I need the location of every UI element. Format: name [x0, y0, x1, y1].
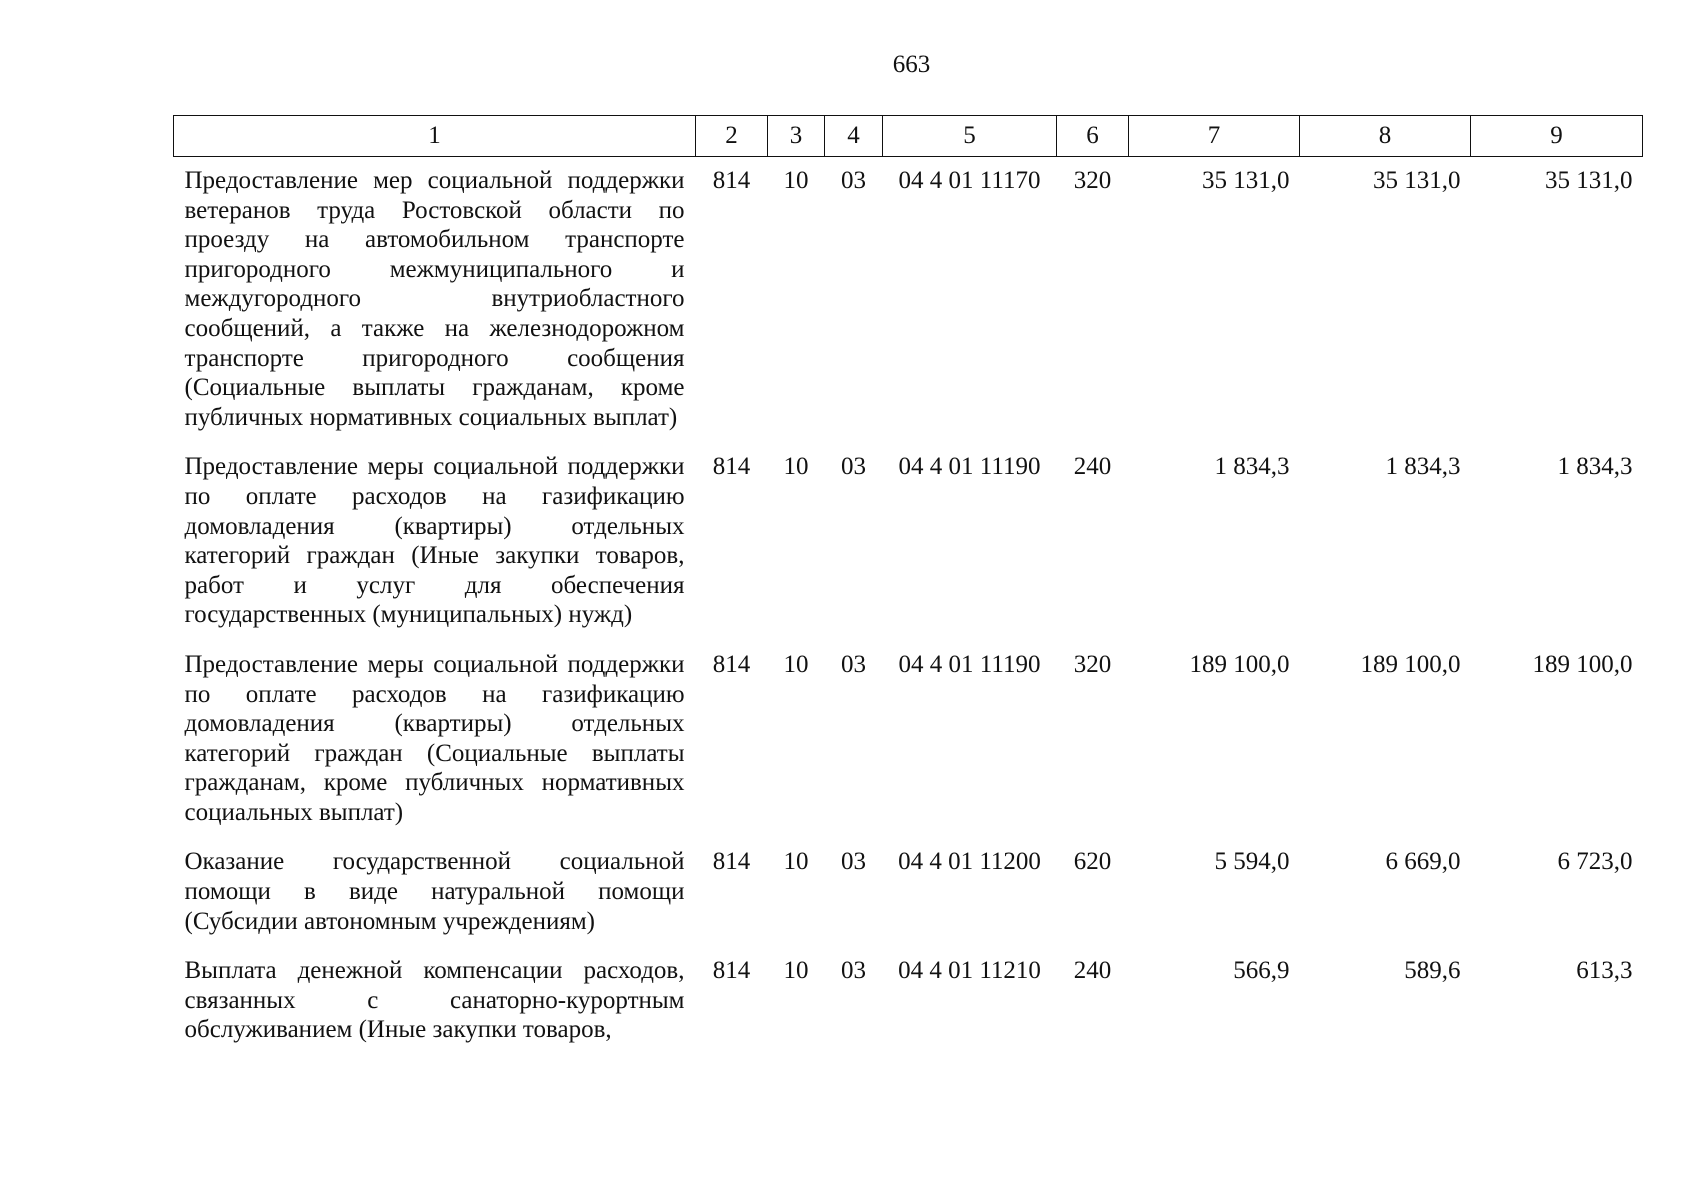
table-header-row — [174, 116, 1643, 157]
row-description: Выплата денежной компенсации расходов, связанных с санаторно-курортным обслуживанием (Иные закупки товаров, — [184, 957, 685, 1044]
target-article-code: 04 4 01 11170 — [898, 167, 1041, 194]
amount-col7: 189 100,0 — [1189, 650, 1290, 678]
target-article-code: 04 4 01 11190 — [898, 453, 1041, 481]
section-code: 10 — [783, 453, 809, 481]
row-description: Предоставление меры социальной поддержки по оплате расходов на газификацию домовладения (квартиры) отдельных категорий граждан (Иные закупки товаров, работ и услуг для обеспечения государственных (муниципальных) нужд) — [184, 453, 685, 629]
section-code: 10 — [783, 957, 809, 985]
ministry-code: 814 — [712, 848, 751, 876]
expense-type-code: 620 — [1073, 848, 1112, 876]
amount-col9: 189 100,0 — [1532, 650, 1633, 678]
column-header: 3 — [768, 116, 825, 157]
amount-col9: 1 834,3 — [1557, 453, 1633, 481]
ministry-code: 814 — [712, 167, 751, 194]
target-article-code: 04 4 01 11200 — [898, 848, 1041, 876]
table-row — [174, 157, 1643, 444]
subsection-code: 03 — [841, 167, 866, 194]
amount-col8: 6 669,0 — [1385, 848, 1461, 876]
subsection-code: 03 — [841, 848, 866, 876]
subsection-code: 03 — [841, 453, 866, 481]
column-header: 6 — [1057, 116, 1129, 157]
column-header: 8 — [1300, 116, 1471, 157]
column-header: 7 — [1129, 116, 1300, 157]
column-header: 4 — [825, 116, 883, 157]
section-code: 10 — [783, 167, 809, 194]
column-header: 1 — [174, 116, 696, 157]
column-header: 2 — [696, 116, 768, 157]
amount-col8: 589,6 — [1404, 957, 1461, 985]
amount-col7: 35 131,0 — [1202, 167, 1290, 194]
amount-col9: 6 723,0 — [1557, 848, 1633, 876]
expense-type-code: 240 — [1073, 957, 1112, 985]
row-description: Предоставление мер социальной поддержки ветеранов труда Ростовской области по проезду на автомобильном транспорте пригородного межмуниципального и междугородного внутриобластного сообщений, а также на железнодорожном транспорте пригородного сообщения (Социальные выплаты гражданам, кроме публичных нормативных социальных выплат) — [184, 167, 685, 431]
column-header: 9 — [1471, 116, 1643, 157]
amount-col9: 613,3 — [1576, 957, 1633, 985]
amount-col7: 1 834,3 — [1214, 453, 1290, 481]
table-row — [174, 641, 1643, 839]
column-header: 5 — [883, 116, 1057, 157]
amount-col9: 35 131,0 — [1545, 167, 1633, 194]
subsection-code: 03 — [841, 957, 866, 985]
amount-col7: 566,9 — [1233, 957, 1290, 985]
row-description: Предоставление меры социальной поддержки по оплате расходов на газификацию домовладения (квартиры) отдельных категорий граждан (Социальные выплаты гражданам, кроме публичных нормативных социальных выплат) — [184, 650, 685, 826]
amount-col8: 35 131,0 — [1373, 167, 1461, 194]
expense-type-code: 320 — [1073, 650, 1112, 678]
amount-col7: 5 594,0 — [1214, 848, 1290, 876]
subsection-code: 03 — [841, 650, 866, 678]
section-code: 10 — [783, 848, 809, 876]
expense-type-code: 320 — [1073, 167, 1112, 194]
page-number: 663 — [892, 51, 931, 78]
table-row — [174, 947, 1643, 1056]
table-row — [174, 838, 1643, 947]
expense-type-code: 240 — [1073, 453, 1112, 481]
table-row — [174, 443, 1643, 641]
target-article-code: 04 4 01 11210 — [898, 957, 1041, 985]
ministry-code: 814 — [712, 650, 751, 678]
budget-table — [173, 115, 1643, 1056]
amount-col8: 189 100,0 — [1360, 650, 1461, 678]
row-description: Оказание государственной социальной помощи в виде натуральной помощи (Субсидии автономным учреждениям) — [184, 848, 685, 935]
section-code: 10 — [783, 650, 809, 678]
target-article-code: 04 4 01 11190 — [898, 650, 1041, 678]
ministry-code: 814 — [712, 453, 751, 481]
ministry-code: 814 — [712, 957, 751, 985]
amount-col8: 1 834,3 — [1385, 453, 1461, 481]
